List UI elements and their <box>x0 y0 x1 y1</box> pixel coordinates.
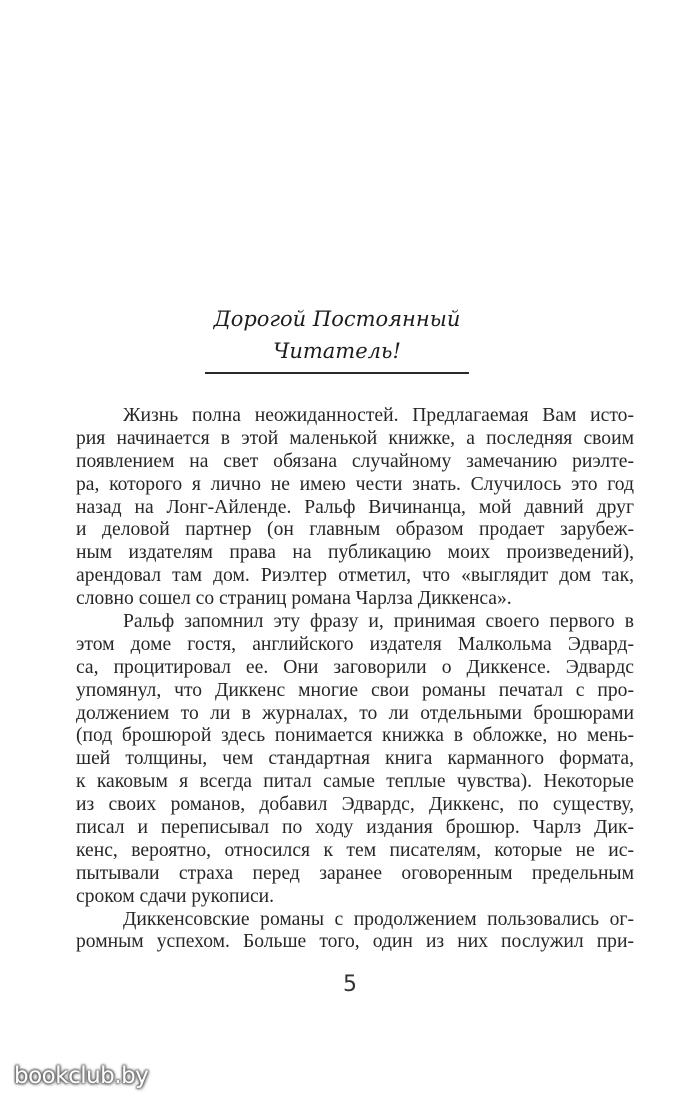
text-line: ромным успехом. Больше того, один из них послужил при- <box>76 931 634 953</box>
chapter-heading <box>185 303 489 367</box>
paragraph <box>76 611 634 909</box>
text-line: к каковым я всегда питал самые теплые чувства). Некоторые <box>76 771 634 793</box>
text-line: и деловой партнер (он главным образом продает зарубеж- <box>76 519 634 541</box>
text-line: ным издателям права на публикацию моих произведений), <box>76 542 634 564</box>
text-line: (под брошюрой здесь понимается книжка в обложке, но мень- <box>76 725 634 747</box>
text-line: из своих романов, добавил Эдвардс, Диккенс, по существу, <box>76 794 634 816</box>
chapter-heading-line-2: Читатель! <box>273 339 401 363</box>
text-line: словно сошел со страниц романа Чарлза Диккенса». <box>76 588 512 610</box>
text-line: этом доме гостя, английского издателя Малкольма Эдвард- <box>76 633 634 655</box>
text-line: ра, которого я лично не имею чести знать. Случилось это год <box>76 473 634 495</box>
text-line: шей толщины, чем стандартная книга карманного формата, <box>76 748 634 770</box>
text-line: Диккенсовские романы с продолжением пользовались ог- <box>123 908 634 930</box>
body-text <box>76 405 634 954</box>
text-line: должением то ли в журналах, то ли отдельными брошюрами <box>76 702 634 724</box>
text-line: Жизнь полна неожиданностей. Предлагаемая Вам исто- <box>123 405 634 426</box>
text-line: кенс, вероятно, относился к тем писателям, которые не ис- <box>76 839 634 861</box>
heading-underline-divider <box>205 372 469 374</box>
chapter-heading-line-1: Дорогой Постоянный <box>213 307 461 331</box>
text-line: упомянул, что Диккенс многие свои романы печатал с про- <box>76 679 634 701</box>
text-line: Ральф запомнил эту фразу и, принимая своего первого в <box>123 611 634 633</box>
text-line: рия начинается в этой маленькой книжке, а последняя своим <box>76 427 634 449</box>
paragraph <box>76 405 634 611</box>
text-line: назад на Лонг-Айленде. Ральф Вичинанца, мой давний друг <box>76 496 634 518</box>
watermark-logo: bookclub.by <box>14 1063 149 1089</box>
text-line: са, процитировал ее. Они заговорили о Диккенсе. Эдвардс <box>76 656 634 678</box>
text-line: сроком сдачи рукописи. <box>76 885 275 907</box>
text-line: появлением на свет обязана случайному замечанию риэлте- <box>76 450 634 472</box>
text-line: арендовал там дом. Риэлтер отметил, что «выглядит дом так, <box>76 565 634 587</box>
text-line: писал и переписывал по ходу издания брошюр. Чарлз Дик- <box>76 817 634 839</box>
paragraph <box>76 909 634 955</box>
page-number: 5 <box>343 972 357 997</box>
text-line: пытывали страха перед заранее оговоренным предельным <box>76 862 634 884</box>
